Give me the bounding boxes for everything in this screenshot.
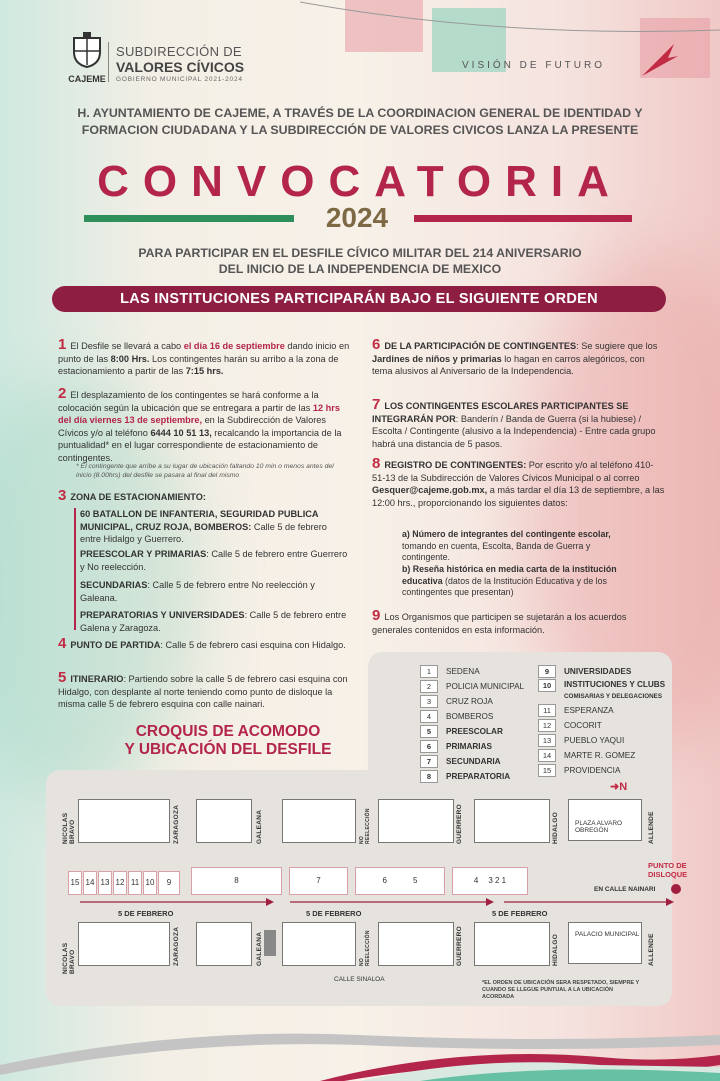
item-text: recalcando la importancia de la puntualidad* en el lugar correspondiente de estacionamiento de contingentes. bbox=[58, 427, 342, 463]
legend-label: POLICIA MUNICIPAL bbox=[446, 682, 525, 691]
item-text: Por escrito y/o al teléfono 410-51-13 de la Subdirección de Valores Cívicos Municipal o al correo bbox=[372, 460, 654, 483]
city-block bbox=[282, 799, 356, 843]
item-text: a más tardar el día 13 de septiembre, a las 12:00 hrs., proporcionando los siguientes datos: bbox=[372, 485, 665, 508]
item-text: en la Subdirección de Valores Cívicos y/o al teléfono bbox=[58, 415, 326, 438]
item-number: 9 bbox=[372, 607, 381, 624]
slot-6-5 bbox=[355, 867, 445, 895]
arrow-right-icon: ➜ bbox=[610, 781, 620, 793]
legend-label: MARTE R. GOMEZ bbox=[564, 751, 636, 760]
item-text: Los contingentes harán su arribo a la zona de estacionamiento a partir de las bbox=[58, 353, 339, 377]
item-title: REGISTRO DE CONTINGENTES: bbox=[384, 460, 527, 470]
legend-number: 3 bbox=[420, 695, 438, 708]
legend-label: BOMBEROS bbox=[446, 712, 494, 721]
item-text: El Desfile se llevará a cabo bbox=[70, 341, 184, 351]
slot-12: 12 bbox=[113, 871, 127, 895]
legend-number: 11 bbox=[538, 704, 556, 717]
nainari-label: EN CALLE NAINARI bbox=[594, 886, 656, 893]
zone-title: PREESCOLAR Y PRIMARIAS bbox=[80, 549, 207, 559]
slot-4-1 bbox=[452, 867, 528, 895]
map-title-line2: Y UBICACIÓN DEL DESFILE bbox=[124, 741, 332, 758]
item-number: 1 bbox=[58, 336, 67, 353]
city-block bbox=[378, 799, 454, 843]
legend-label: SECUNDARIA bbox=[446, 757, 501, 766]
logo-city: CAJEME bbox=[68, 74, 106, 84]
sub-text: tomando en cuenta, Escolta, Banda de Guerra y contingente. bbox=[402, 540, 591, 562]
legend-label: UNIVERSIDADES bbox=[564, 667, 632, 676]
department-block bbox=[116, 44, 244, 83]
slot-8: 8 bbox=[191, 867, 282, 895]
tricolor-ribbon bbox=[0, 1005, 720, 1081]
legend-item bbox=[420, 754, 540, 769]
legend-label: PREPARATORIA bbox=[446, 772, 511, 781]
legend-item bbox=[420, 724, 540, 739]
street-label: 5 DE FEBRERO bbox=[118, 909, 174, 918]
header-divider bbox=[108, 42, 109, 82]
shield-icon bbox=[70, 32, 104, 68]
item-title: LOS CONTINGENTES ESCOLARES PARTICIPANTES SE INTEGRARÁN POR bbox=[372, 401, 629, 424]
legend-col-2 bbox=[538, 664, 670, 778]
palacio-label: PALACIO MUNICIPAL bbox=[575, 931, 640, 938]
city-block bbox=[78, 799, 170, 843]
item-text: : Calle 5 de febrero casi esquina con Hidalgo. bbox=[160, 640, 346, 650]
item-8 bbox=[372, 455, 666, 509]
item-text: : Partiendo sobre la calle 5 de febrero casi esquina con Hidalgo, con desplante al norte teniendo como punto de disloque la misma calle 5 de febrero esquina con calle nainari. bbox=[58, 674, 348, 710]
item-highlight: 8:00 Hrs. bbox=[110, 353, 150, 364]
legend-label: PRIMARIAS bbox=[446, 742, 492, 751]
page-title: CONVOCATORIA bbox=[97, 157, 623, 206]
slot-3-2-1: 3 2 1 bbox=[488, 876, 507, 885]
item-text: : Banderín / Banda de Guerra (si la hubiese) / Escolta / Contingente (alusivo a la Independencia) - Entre cada grupo habrá una distancia de 5 pasos. bbox=[372, 413, 656, 449]
item-1 bbox=[58, 336, 350, 378]
legend-number: 5 bbox=[420, 725, 438, 738]
plaza-block bbox=[568, 799, 642, 841]
legend-item bbox=[420, 679, 540, 694]
city-block bbox=[196, 922, 252, 966]
item-title: ITINERARIO bbox=[70, 674, 124, 684]
star-arrow-icon bbox=[640, 40, 680, 80]
item-5 bbox=[58, 669, 350, 711]
legend-label: SEDENA bbox=[446, 667, 480, 676]
legend-number: 13 bbox=[538, 734, 556, 747]
item-highlight: 6444 10 51 13, bbox=[150, 427, 212, 438]
item-highlight: 12 hrs del día viernes 13 de septiembre, bbox=[58, 402, 340, 426]
item-4 bbox=[58, 635, 350, 652]
slot-7: 7 bbox=[289, 867, 348, 895]
street-label: NICOLAS BRAVO bbox=[62, 812, 76, 844]
street-label: ZARAGOZA bbox=[173, 804, 180, 844]
order-banner: LAS INSTITUCIONES PARTICIPARÁN BAJO EL SIGUIENTE ORDEN bbox=[52, 286, 666, 312]
legend-item bbox=[420, 739, 540, 754]
item-text: Los Organismos que participen se sujetarán a los acuerdos generales contenidos en esta información. bbox=[372, 612, 627, 635]
street-label: HIDALGO bbox=[552, 933, 559, 966]
item-title: PUNTO DE PARTIDA bbox=[70, 640, 161, 650]
legend-col-1 bbox=[420, 664, 540, 784]
legend-item bbox=[420, 664, 540, 679]
legend-number: 2 bbox=[420, 680, 438, 693]
item-2 bbox=[58, 385, 350, 465]
subtitle: PARA PARTICIPAR EN EL DESFILE CÍVICO MILITAR DEL 214 ANIVERSARIO DEL INICIO DE LA INDEPENDENCIA DE MEXICO bbox=[138, 246, 582, 276]
item-text: : Se sugiere que los bbox=[576, 341, 658, 351]
item-6 bbox=[372, 336, 666, 378]
legend-number: 10 bbox=[538, 679, 556, 692]
legend-label: COCORIT bbox=[564, 721, 602, 730]
street-label: ALLENDE bbox=[648, 811, 655, 844]
sub-title: b) Reseña histórica en media carta de la institución educativa bbox=[402, 564, 617, 586]
zone-text: : Calle 5 de febrero entre Guerrero y No reelección. bbox=[80, 549, 348, 572]
legend-item bbox=[538, 733, 670, 748]
item-text: El desplazamiento de los contingentes se hará conforme a la colocación según la ubicación que se entregara a partir de las bbox=[58, 390, 319, 413]
street-label: NO REELECCIÓN bbox=[359, 930, 371, 966]
legend-item bbox=[420, 709, 540, 724]
legend-number: 14 bbox=[538, 749, 556, 762]
legend-item bbox=[538, 679, 670, 703]
zone-text: Calle 5 de febrero entre Hidalgo y Guerrero. bbox=[80, 521, 327, 545]
map-title bbox=[88, 723, 368, 759]
city-block bbox=[282, 922, 356, 966]
map-note: *EL ORDEN DE UBICACIÓN SERA RESPETADO, SIEMPRE Y CUANDO SE LLEGUE PUNTUAL A LA UBICACIÓN ACORDADA bbox=[482, 980, 640, 1000]
plaza-label: PLAZA ALVARO OBREGÓN bbox=[575, 820, 623, 834]
marker-block bbox=[264, 930, 276, 956]
dispersal-point-icon bbox=[671, 884, 681, 894]
legend-number: 8 bbox=[420, 770, 438, 783]
item-highlight: 7:15 hrs. bbox=[185, 366, 224, 377]
item-title: DE LA PARTICIPACIÓN DE CONTINGENTES bbox=[384, 341, 577, 351]
street-label: GALEANA bbox=[256, 809, 263, 844]
legend-label: ESPERANZA bbox=[564, 706, 614, 715]
zone-title: 60 BATALLON DE INFANTERIA, SEGURIDAD PUBLICA MUNICIPAL, CRUZ ROJA, BOMBEROS: bbox=[80, 509, 319, 532]
legend-item bbox=[420, 694, 540, 709]
item-text: dando inicio en punto de las bbox=[58, 341, 350, 364]
item-number: 2 bbox=[58, 385, 67, 402]
green-stripe bbox=[84, 215, 294, 222]
sub-text: (datos de la Institución Educativa y de los contingentes que presentan) bbox=[402, 575, 607, 597]
legend-item bbox=[538, 718, 670, 733]
legend-number: 7 bbox=[420, 755, 438, 768]
slot-10: 10 bbox=[143, 871, 157, 895]
street-label: ZARAGOZA bbox=[173, 926, 180, 966]
flag-string bbox=[300, 0, 720, 40]
city-block bbox=[196, 799, 252, 843]
city-block bbox=[474, 922, 550, 966]
street-label: GALEANA bbox=[256, 931, 263, 966]
street-label: 5 DE FEBRERO bbox=[306, 909, 362, 918]
item-7 bbox=[372, 396, 666, 450]
slot-11: 11 bbox=[128, 871, 142, 895]
slot-9: 9 bbox=[158, 871, 180, 895]
legend-label: PROVIDENCIA bbox=[564, 766, 621, 775]
street-label: HIDALGO bbox=[552, 811, 559, 844]
street-label: NO REELECCIÓN bbox=[359, 808, 371, 844]
zone-3 bbox=[80, 579, 348, 604]
legend-number: 4 bbox=[420, 710, 438, 723]
sinaloa-label: CALLE SINALOA bbox=[334, 976, 385, 983]
legend-label: PREESCOLAR bbox=[446, 727, 503, 736]
zone-1 bbox=[80, 508, 348, 546]
item-highlight: el día 16 de septiembre bbox=[183, 341, 285, 351]
slot-4: 4 bbox=[473, 876, 479, 885]
sub-title: a) Número de integrantes del contingente escolar, bbox=[402, 529, 611, 539]
legend-number: 6 bbox=[420, 740, 438, 753]
slot-14: 14 bbox=[83, 871, 97, 895]
dispersal-point-label: PUNTO DE DISLOQUE bbox=[648, 861, 688, 879]
zone-text: : Calle 5 de febrero entre No reelección y Galeana. bbox=[80, 580, 315, 603]
city-block bbox=[78, 922, 170, 966]
intro-text: H. AYUNTAMIENTO DE CAJEME, A TRAVÉS DE LA COORDINACION GENERAL DE IDENTIDAD Y FORMACION CIUDADANA Y LA SUBDIRECCIÓN DE VALORES CIVICOS LANZA LA PRESENTE bbox=[77, 106, 643, 137]
red-stripe bbox=[414, 215, 632, 222]
palacio-block bbox=[568, 922, 642, 964]
street-label: ALLENDE bbox=[648, 933, 655, 966]
zone-2 bbox=[80, 548, 348, 573]
item-2-note: * El contingente que arribe a su lugar de ubicación faltando 10 min o menos antes del inicio (8.00hrs) del desfile se pasara al final del mismo bbox=[76, 463, 334, 479]
item-number: 3 bbox=[58, 487, 67, 504]
zone-title: PREPARATORIAS Y UNIVERSIDADES bbox=[80, 610, 245, 620]
item-8b bbox=[402, 564, 634, 599]
legend-sublabel: COMISARIAS Y DELEGACIONES bbox=[564, 693, 663, 700]
item-8a bbox=[402, 529, 634, 564]
slot-6: 6 bbox=[382, 876, 387, 885]
legend-label: INSTITUCIONES Y CLUBS bbox=[564, 680, 666, 689]
street-label: GUERRERO bbox=[456, 804, 463, 844]
legend-number: 1 bbox=[420, 665, 438, 678]
north-arrow bbox=[610, 780, 627, 793]
street-label: NICOLAS BRAVO bbox=[62, 942, 76, 974]
zone-bar bbox=[74, 508, 76, 630]
legend-number: 9 bbox=[538, 665, 556, 678]
slot-5: 5 bbox=[413, 876, 418, 885]
city-block bbox=[474, 799, 550, 843]
gov-period: GOBIERNO MUNICIPAL 2021-2024 bbox=[116, 76, 243, 83]
slogan: VISIÓN DE FUTURO bbox=[462, 60, 606, 71]
slot-15: 15 bbox=[68, 871, 82, 895]
legend-label: CRUZ ROJA bbox=[446, 697, 493, 706]
dept-line2: VALORES CÍVICOS bbox=[116, 59, 245, 75]
street-label: GUERRERO bbox=[456, 926, 463, 966]
item-title: ZONA DE ESTACIONAMIENTO: bbox=[70, 492, 206, 502]
legend-item bbox=[538, 664, 670, 679]
slot-13: 13 bbox=[98, 871, 112, 895]
zone-4 bbox=[80, 609, 348, 634]
legend-label: PUEBLO YAQUI bbox=[564, 736, 625, 745]
item-number: 8 bbox=[372, 455, 381, 472]
street-label: 5 DE FEBRERO bbox=[492, 909, 548, 918]
item-number: 7 bbox=[372, 396, 381, 413]
item-number: 5 bbox=[58, 669, 67, 686]
cajeme-logo bbox=[66, 32, 108, 84]
north-label: N bbox=[619, 781, 628, 793]
legend-number: 12 bbox=[538, 719, 556, 732]
legend-item bbox=[538, 763, 670, 778]
legend-item bbox=[538, 748, 670, 763]
item-highlight: Gesquer@cajeme.gob.mx, bbox=[372, 485, 488, 496]
legend-item bbox=[538, 703, 670, 718]
legend-item bbox=[420, 769, 540, 784]
legend-number: 15 bbox=[538, 764, 556, 777]
zone-title: SECUNDARIAS bbox=[80, 580, 148, 590]
city-block bbox=[378, 922, 454, 966]
item-highlight: Jardines de niños y primarias bbox=[372, 353, 502, 364]
zone-text: : Calle 5 de febrero entre Galena y Zaragoza. bbox=[80, 610, 347, 633]
map-title-line1: CROQUIS DE ACOMODO bbox=[135, 723, 321, 740]
item-text: lo hagan en carros alegóricos, con tema alusivos al Aniversario de la Independencia. bbox=[372, 353, 645, 377]
item-number: 6 bbox=[372, 336, 381, 353]
item-number: 4 bbox=[58, 635, 67, 652]
year: 2024 bbox=[325, 202, 389, 233]
dept-line1: SUBDIRECCIÓN DE bbox=[116, 44, 242, 59]
item-9 bbox=[372, 607, 666, 636]
item-3 bbox=[58, 487, 350, 504]
